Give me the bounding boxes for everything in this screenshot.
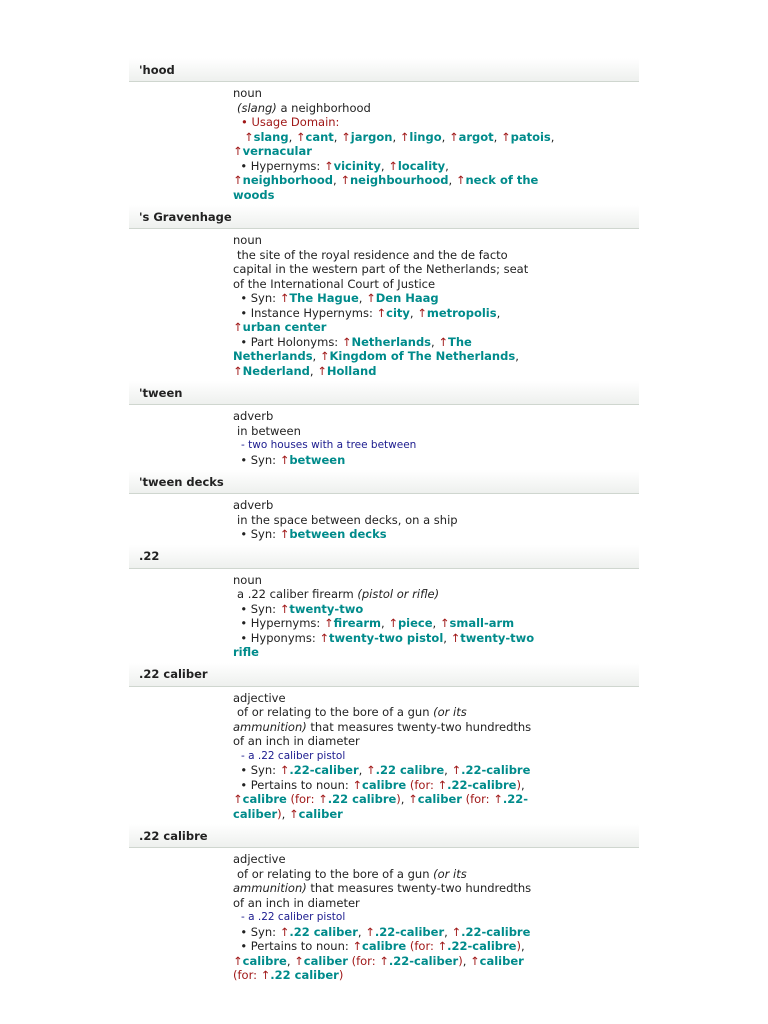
related-word-link[interactable]: twenty-two: [460, 630, 535, 645]
up-arrow-icon: ↑: [352, 939, 363, 953]
entry-headword: 'hood: [129, 58, 639, 82]
entry-headword: 's Gravenhage: [129, 205, 639, 229]
up-arrow-icon: ↑: [379, 953, 389, 968]
entry-headword: 'tween: [129, 381, 639, 405]
up-arrow-icon: ↑: [455, 173, 466, 187]
related-word-link[interactable]: caliber: [479, 953, 524, 968]
up-arrow-icon: ↑: [451, 763, 462, 777]
up-arrow-icon: ↑: [323, 616, 334, 630]
part-of-speech: adverb: [233, 409, 274, 423]
related-word-link[interactable]: firearm: [333, 616, 381, 630]
part-of-speech: noun: [233, 572, 262, 587]
related-word-link[interactable]: .22 caliber: [270, 968, 339, 982]
up-arrow-icon: ↑: [417, 305, 427, 320]
definition-line: ↑slang, ↑cant, ↑jargon, ↑lingo, ↑argot, ↑patois,: [243, 129, 555, 144]
related-word-link[interactable]: Kingdom of The Netherlands: [329, 349, 516, 363]
up-arrow-icon: ↑: [438, 334, 448, 349]
definition-line: • Syn: ↑The Hague, ↑Den Haag: [240, 291, 439, 305]
related-word-link[interactable]: rifle: [233, 645, 259, 659]
entry-headword: .22 calibre: [129, 824, 639, 848]
up-arrow-icon: ↑: [448, 129, 459, 144]
related-word-link[interactable]: The Hague: [289, 291, 359, 305]
related-word-link[interactable]: Den Haag: [375, 291, 439, 305]
up-arrow-icon: ↑: [352, 777, 363, 792]
related-word-link[interactable]: .22-calibre: [461, 924, 531, 939]
definition-line: ↑calibre (for: ↑.22 calibre), ↑caliber (for: ↑.22-: [233, 792, 529, 806]
related-word-link[interactable]: .22-: [502, 792, 529, 806]
related-word-link[interactable]: city: [386, 305, 410, 320]
related-word-link[interactable]: calibre: [242, 953, 287, 968]
entry-definition: [129, 405, 639, 470]
definition-line: [233, 188, 639, 203]
up-arrow-icon: ↑: [365, 763, 376, 777]
up-arrow-icon: ↑: [451, 924, 462, 939]
related-word-link[interactable]: caliber: [417, 792, 462, 806]
up-arrow-icon: ↑: [279, 452, 290, 467]
definition-line: [233, 602, 639, 617]
related-word-link[interactable]: caliber: [298, 806, 343, 821]
related-word-link[interactable]: twenty-two pistol: [329, 630, 444, 645]
definition-line: ammunition) that measures twenty-two hundredths: [233, 719, 532, 734]
relation-label: • Pertains to noun:: [240, 939, 353, 953]
related-word-link[interactable]: .22-caliber: [374, 924, 445, 939]
relation-label: • Pertains to noun:: [240, 777, 353, 792]
up-arrow-icon: ↑: [493, 792, 503, 806]
entry-headword: .22 caliber: [129, 663, 639, 687]
up-arrow-icon: ↑: [233, 320, 243, 334]
related-word-link[interactable]: Netherlands: [351, 334, 432, 349]
up-arrow-icon: ↑: [437, 939, 448, 953]
related-word-link[interactable]: patois: [510, 129, 551, 144]
related-word-link[interactable]: twenty-two: [289, 601, 364, 616]
entry-definition: [129, 848, 639, 986]
definition-line: • Hyponyms: ↑twenty-two pistol, ↑twenty-two: [240, 630, 535, 645]
definition-line: ↑calibre, ↑caliber (for: ↑.22-caliber), ↑caliber: [233, 953, 524, 968]
related-word-link[interactable]: .22-calibre: [447, 939, 517, 953]
related-word-link[interactable]: piece: [397, 616, 433, 630]
example-sentence: - a .22 caliber pistol: [241, 911, 346, 923]
related-word-link[interactable]: vernacular: [242, 144, 312, 158]
related-word-link[interactable]: vicinity: [333, 158, 381, 173]
relation-label: • Syn:: [240, 291, 280, 305]
related-word-link[interactable]: caliber: [303, 953, 348, 968]
up-arrow-icon: ↑: [279, 601, 290, 616]
dictionary-document: [129, 58, 639, 986]
gloss: a .22 caliber firearm (pistol or rifle): [237, 587, 440, 601]
relation-label: • Hyponyms:: [240, 630, 320, 645]
related-word-link[interactable]: between decks: [289, 527, 387, 541]
definition-line: of the International Court of Justice: [233, 276, 436, 291]
related-word-link[interactable]: slang: [253, 129, 289, 144]
part-of-speech: adjective: [233, 852, 286, 866]
related-word-link[interactable]: lingo: [409, 129, 442, 144]
entry-definition: [129, 494, 639, 545]
related-word-link[interactable]: metropolis: [426, 305, 497, 320]
up-arrow-icon: ↑: [279, 291, 290, 305]
entry-definition: [129, 569, 639, 663]
definition-line: [233, 453, 639, 468]
gloss: of or relating to the bore of a gun (or its: [237, 705, 467, 719]
related-word-link[interactable]: .22 calibre: [375, 763, 445, 777]
definition-line: • Hypernyms: ↑firearm, ↑piece, ↑small-arm: [240, 616, 515, 630]
related-word-link[interactable]: woods: [233, 187, 275, 202]
up-arrow-icon: ↑: [288, 806, 299, 821]
up-arrow-icon: ↑: [323, 158, 334, 173]
related-word-link[interactable]: neighbourhood: [349, 173, 449, 187]
definition-line: ↑Nederland, ↑Holland: [233, 363, 377, 378]
related-word-link[interactable]: The: [447, 334, 472, 349]
up-arrow-icon: ↑: [366, 291, 376, 305]
up-arrow-icon: ↑: [233, 173, 243, 187]
related-word-link[interactable]: .22-caliber: [388, 953, 459, 968]
definition-line: of an inch in diameter: [233, 734, 360, 748]
up-arrow-icon: ↑: [319, 630, 329, 645]
definition-line: [233, 144, 639, 159]
up-arrow-icon: ↑: [340, 173, 350, 187]
gloss: (slang) a neighborhood: [237, 100, 371, 115]
up-arrow-icon: ↑: [408, 792, 418, 806]
up-arrow-icon: ↑: [376, 305, 387, 320]
related-word-link[interactable]: Nederland: [242, 363, 310, 378]
related-word-link[interactable]: neck of the: [465, 173, 539, 187]
relation-label: • Syn:: [240, 601, 280, 616]
definition-line: ↑neighborhood, ↑neighbourhood, ↑neck of the: [233, 173, 539, 187]
up-arrow-icon: ↑: [388, 158, 398, 173]
up-arrow-icon: ↑: [470, 953, 480, 968]
entry-definition: [129, 82, 639, 205]
related-word-link[interactable]: .22 calibre: [327, 792, 397, 806]
gloss: in between: [237, 423, 301, 438]
gloss: the site of the royal residence and the de facto: [237, 247, 508, 262]
definition-line: • Instance Hypernyms: ↑city, ↑metropolis,: [240, 305, 501, 320]
up-arrow-icon: ↑: [233, 363, 243, 378]
related-word-link[interactable]: neighborhood: [242, 173, 334, 187]
up-arrow-icon: ↑: [318, 792, 328, 806]
relation-label: • Hypernyms:: [240, 616, 324, 630]
up-arrow-icon: ↑: [450, 630, 461, 645]
relation-label: • Part Holonyms:: [240, 334, 342, 349]
part-of-speech: noun: [233, 233, 262, 247]
related-word-link[interactable]: calibre: [242, 792, 287, 806]
related-word-link[interactable]: .22-calibre: [461, 763, 531, 777]
related-word-link[interactable]: between: [289, 452, 346, 467]
up-arrow-icon: ↑: [233, 953, 243, 968]
definition-line: • Part Holonyms: ↑Netherlands, ↑The: [240, 334, 472, 349]
relation-label: • Syn:: [240, 452, 280, 467]
entry-headword: .22: [129, 545, 639, 569]
definition-line: • Syn: ↑.22 caliber, ↑.22-caliber, ↑.22-calibre: [240, 924, 531, 939]
definition-line: capital in the western part of the Netherlands; seat: [233, 262, 529, 276]
definition-line: • Hypernyms: ↑vicinity, ↑locality,: [240, 158, 449, 173]
gloss: of or relating to the bore of a gun (or its: [237, 866, 467, 881]
related-word-link[interactable]: calibre: [362, 939, 407, 953]
related-word-link[interactable]: caliber: [233, 806, 278, 821]
up-arrow-icon: ↑: [294, 953, 304, 968]
entry-headword: 'tween decks: [129, 470, 639, 494]
entry-definition: [129, 229, 639, 381]
definition-line: ammunition) that measures twenty-two hundredths: [233, 881, 532, 895]
relation-label: • Syn:: [240, 924, 280, 939]
up-arrow-icon: ↑: [439, 616, 450, 630]
part-of-speech: noun: [233, 86, 262, 100]
related-word-link[interactable]: argot: [458, 129, 494, 144]
definition-line: Netherlands, ↑Kingdom of The Netherlands,: [233, 349, 519, 363]
up-arrow-icon: ↑: [233, 792, 243, 806]
up-arrow-icon: ↑: [243, 129, 254, 144]
entry-definition: [129, 687, 639, 825]
example-sentence: - a .22 caliber pistol: [241, 749, 346, 762]
up-arrow-icon: ↑: [233, 144, 243, 158]
up-arrow-icon: ↑: [279, 924, 290, 939]
up-arrow-icon: ↑: [317, 363, 327, 378]
example-sentence: - two houses with a tree between: [241, 439, 417, 451]
definition-line: [233, 645, 639, 660]
part-of-speech: adverb: [233, 498, 274, 512]
related-word-link[interactable]: jargon: [350, 129, 393, 144]
related-word-link[interactable]: .22-caliber: [289, 763, 359, 777]
related-word-link[interactable]: Netherlands: [233, 349, 313, 363]
up-arrow-icon: ↑: [388, 616, 398, 630]
relation-label: • Hypernyms:: [240, 158, 324, 173]
part-of-speech: adjective: [233, 690, 286, 705]
up-arrow-icon: ↑: [365, 924, 375, 939]
up-arrow-icon: ↑: [260, 968, 271, 982]
relation-label: • Instance Hypernyms:: [240, 305, 377, 320]
definition-line: of an inch in diameter: [233, 895, 360, 910]
relation-label: • Usage Domain:: [241, 115, 340, 129]
definition-line: • Syn: ↑.22-caliber, ↑.22 calibre, ↑.22-calibre: [240, 763, 531, 777]
up-arrow-icon: ↑: [500, 129, 511, 144]
up-arrow-icon: ↑: [341, 334, 352, 349]
definition-line: [233, 320, 639, 335]
related-word-link[interactable]: locality: [397, 158, 446, 173]
related-word-link[interactable]: Holland: [326, 363, 377, 378]
definition-line: [233, 527, 639, 542]
definition-line: caliber), ↑caliber: [233, 806, 343, 821]
related-word-link[interactable]: small-arm: [449, 616, 515, 630]
gloss: in the space between decks, on a ship: [237, 512, 458, 527]
definition-line: • Pertains to noun: ↑calibre (for: ↑.22-calibre),: [240, 939, 525, 953]
up-arrow-icon: ↑: [341, 129, 351, 144]
up-arrow-icon: ↑: [279, 527, 290, 541]
relation-label: • Syn:: [240, 763, 280, 777]
up-arrow-icon: ↑: [399, 129, 410, 144]
related-word-link[interactable]: cant: [305, 129, 334, 144]
up-arrow-icon: ↑: [279, 763, 290, 777]
related-word-link[interactable]: calibre: [362, 777, 407, 792]
relation-label: • Syn:: [240, 527, 280, 541]
definition-line: • Pertains to noun: ↑calibre (for: ↑.22-calibre),: [240, 777, 525, 792]
up-arrow-icon: ↑: [437, 777, 448, 792]
related-word-link[interactable]: .22 caliber: [289, 924, 358, 939]
up-arrow-icon: ↑: [319, 349, 330, 363]
up-arrow-icon: ↑: [295, 129, 306, 144]
definition-line: (for: ↑.22 caliber): [233, 968, 344, 982]
related-word-link[interactable]: urban center: [242, 320, 327, 334]
related-word-link[interactable]: .22-calibre: [447, 777, 517, 792]
